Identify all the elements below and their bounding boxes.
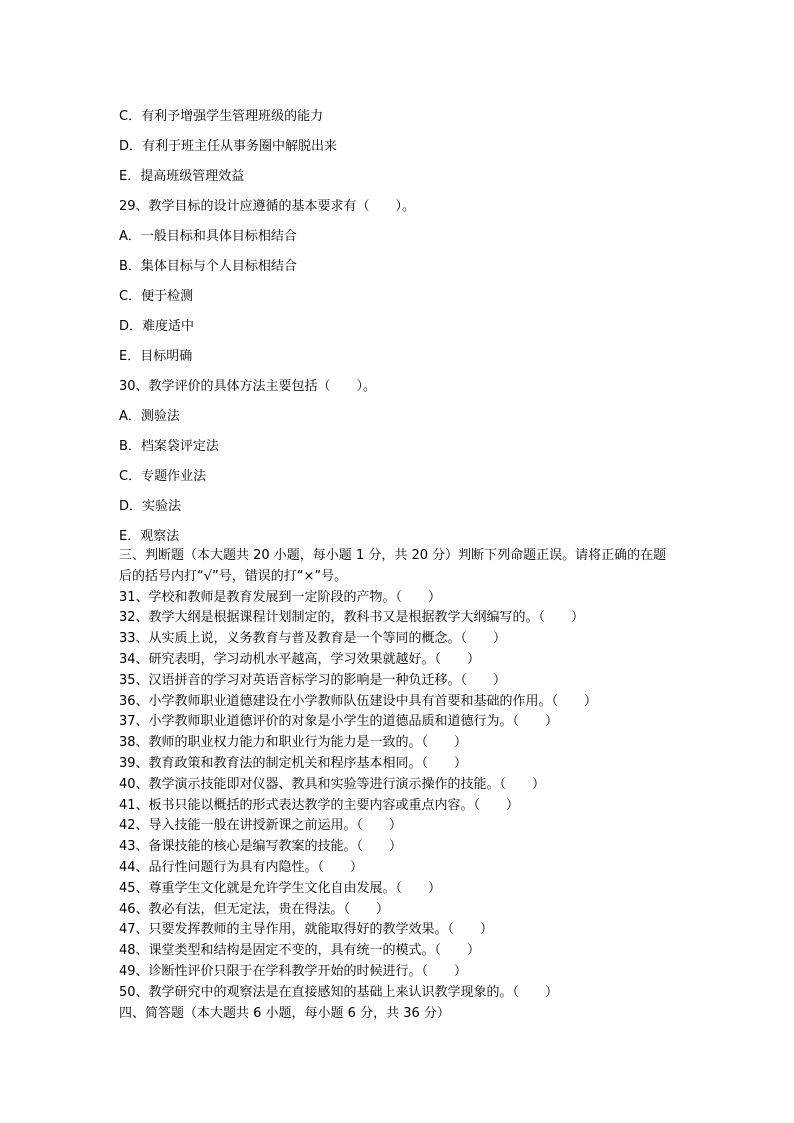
judgement-item: 47、只要发挥教师的主导作用，就能取得好的教学效果。（ ）: [119, 922, 494, 938]
judgement-item: 35、汉语拼音的学习对英语音标学习的影响是一种负迁移。（ ）: [119, 672, 507, 688]
judgement-item: 43、备课技能的核心是编写教案的技能。（ ）: [119, 839, 403, 855]
judgement-item: 45、尊重学生文化就是允许学生文化自由发展。（ ）: [119, 880, 442, 896]
section-3-heading: 三、判断题（本大题共 20 小题，每小题 1 分，共 20 分）判断下列命题正误。请将正确的在题后的括号内打“√”号，错误的打“×”号。: [119, 548, 667, 584]
option-line: C．有利予增强学生管理班级的能力: [119, 109, 324, 124]
judgement-item: 34、研究表明，学习动机水平越高，学习效果就越好。（ ）: [119, 651, 481, 667]
option-line: C．便于检测: [119, 289, 194, 304]
question-30: 30、教学评价的具体方法主要包括（ ）。: [119, 379, 377, 394]
judgement-item: 41、板书只能以概括的形式表达教学的主要内容或重点内容。（ ）: [119, 797, 520, 813]
judgement-item: 33、从实质上说，义务教育与普及教育是一个等同的概念。（ ）: [119, 631, 507, 647]
judgement-item: 32、教学大纲是根据课程计划制定的，教科书又是根据教学大纲编写的。（ ）: [119, 610, 585, 626]
judgement-item: 44、品行性问题行为具有内隐性。（ ）: [119, 859, 364, 875]
multiple-choice-block: [119, 107, 679, 557]
judgement-item: 48、课堂类型和结构是固定不变的，具有统一的模式。（ ）: [119, 943, 481, 959]
judgement-item: 38、教师的职业权力能力和职业行为能力是一致的。（ ）: [119, 735, 468, 751]
option-line: A．一般目标和具体目标相结合: [119, 229, 297, 244]
judgement-item: 49、诊断性评价只限于在学科教学开始的时候进行。（ ）: [119, 963, 468, 979]
judgement-item: 42、导入技能一般在讲授新课之前运用。（ ）: [119, 818, 403, 834]
option-line: B．集体目标与个人目标相结合: [119, 259, 297, 274]
option-line: D．实验法: [119, 499, 182, 514]
judgement-block: [119, 546, 679, 1024]
section-4-heading: 四、简答题（本大题共 6 小题，每小题 6 分，共 36 分）: [119, 1005, 450, 1021]
option-line: D．难度适中: [119, 319, 195, 334]
judgement-item: 31、学校和教师是教育发展到一定阶段的产物。（ ）: [119, 589, 442, 605]
option-line: B．档案袋评定法: [119, 439, 219, 454]
judgement-item: 37、小学教师职业道德评价的对象是小学生的道德品质和道德行为。（ ）: [119, 714, 559, 730]
judgement-item: 46、教必有法，但无定法，贵在得法。（ ）: [119, 901, 390, 917]
option-line: E．提高班级管理效益: [119, 169, 245, 184]
judgement-item: 36、小学教师职业道德建设在小学教师队伍建设中具有首要和基础的作用。（ ）: [119, 693, 598, 709]
option-line: D．有利于班主任从事务圈中解脱出来: [119, 139, 338, 154]
judgement-item: 40、教学演示技能即对仪器、教具和实验等进行演示操作的技能。（ ）: [119, 776, 546, 792]
judgement-item: 39、教育政策和教育法的制定机关和程序基本相同。（ ）: [119, 755, 468, 771]
option-line: E．目标明确: [119, 349, 193, 364]
option-line: E．观察法: [119, 529, 180, 544]
option-line: A．测验法: [119, 409, 180, 424]
option-line: C．专题作业法: [119, 469, 207, 484]
question-29: 29、教学目标的设计应遵循的基本要求有（ ）。: [119, 199, 416, 214]
judgement-item: 50、教学研究中的观察法是在直接感知的基础上来认识教学现象的。（ ）: [119, 984, 559, 1000]
